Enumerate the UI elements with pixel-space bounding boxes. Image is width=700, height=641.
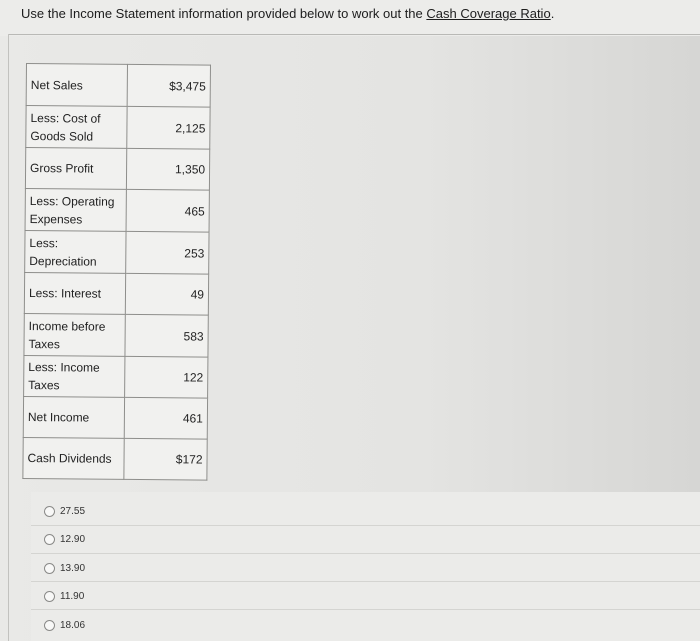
option-divider [31,581,700,582]
row-value: 1,350 [126,148,209,190]
answer-options-panel [31,492,700,641]
row-label: Less: Operating Expenses [25,188,126,231]
row-label: Net Income [23,396,124,438]
row-label: Less: Depreciation [25,230,126,273]
row-value: 2,125 [127,106,210,149]
radio-button[interactable] [44,534,55,545]
radio-button[interactable] [44,506,55,517]
radio-button[interactable] [44,591,55,602]
row-label: Net Sales [26,64,127,107]
left-border [8,34,9,641]
radio-button[interactable] [44,563,55,574]
row-label: Gross Profit [25,148,126,190]
table-row [26,106,210,150]
row-value: $172 [124,438,207,480]
table-row [24,272,208,315]
row-value: 253 [126,231,209,274]
row-label: Cash Dividends [23,437,124,479]
row-value: 461 [124,397,207,439]
option-divider [31,609,700,610]
table-row [26,64,210,108]
row-value: 465 [126,189,209,232]
row-value: 583 [125,314,208,357]
option-label: 27.55 [60,505,86,517]
answer-option[interactable] [44,559,85,577]
answer-option[interactable] [44,502,85,520]
row-value: $3,475 [127,64,210,107]
table-row [23,396,207,439]
table-row [24,313,208,357]
answer-option[interactable] [44,587,84,605]
option-divider [31,525,700,526]
question-text [21,6,554,21]
cash-coverage-ratio-link[interactable]: Cash Coverage Ratio [426,6,551,21]
option-label: 12.90 [60,533,86,545]
row-label: Less: Cost of Goods Sold [26,106,127,149]
table-row [25,148,209,191]
income-statement-table [22,63,211,481]
table-row [25,230,209,274]
header-divider [8,34,700,35]
radio-button[interactable] [44,620,55,631]
row-label: Income before Taxes [24,313,125,356]
table-row [23,437,207,480]
row-value: 122 [125,356,208,398]
answer-option[interactable] [44,530,85,548]
table-row [24,355,208,398]
row-label: Less: Income Taxes [24,355,125,397]
question-prompt: Use the Income Statement information provided below to work out the [21,6,427,21]
option-label: 13.90 [60,562,86,574]
option-label: 11.90 [60,590,85,602]
option-divider [31,553,700,554]
answer-option[interactable] [44,616,85,634]
question-period: . [550,6,555,21]
row-label: Less: Interest [24,272,125,314]
table-row [25,188,209,232]
row-value: 49 [125,273,208,315]
option-label: 18.06 [60,619,86,631]
